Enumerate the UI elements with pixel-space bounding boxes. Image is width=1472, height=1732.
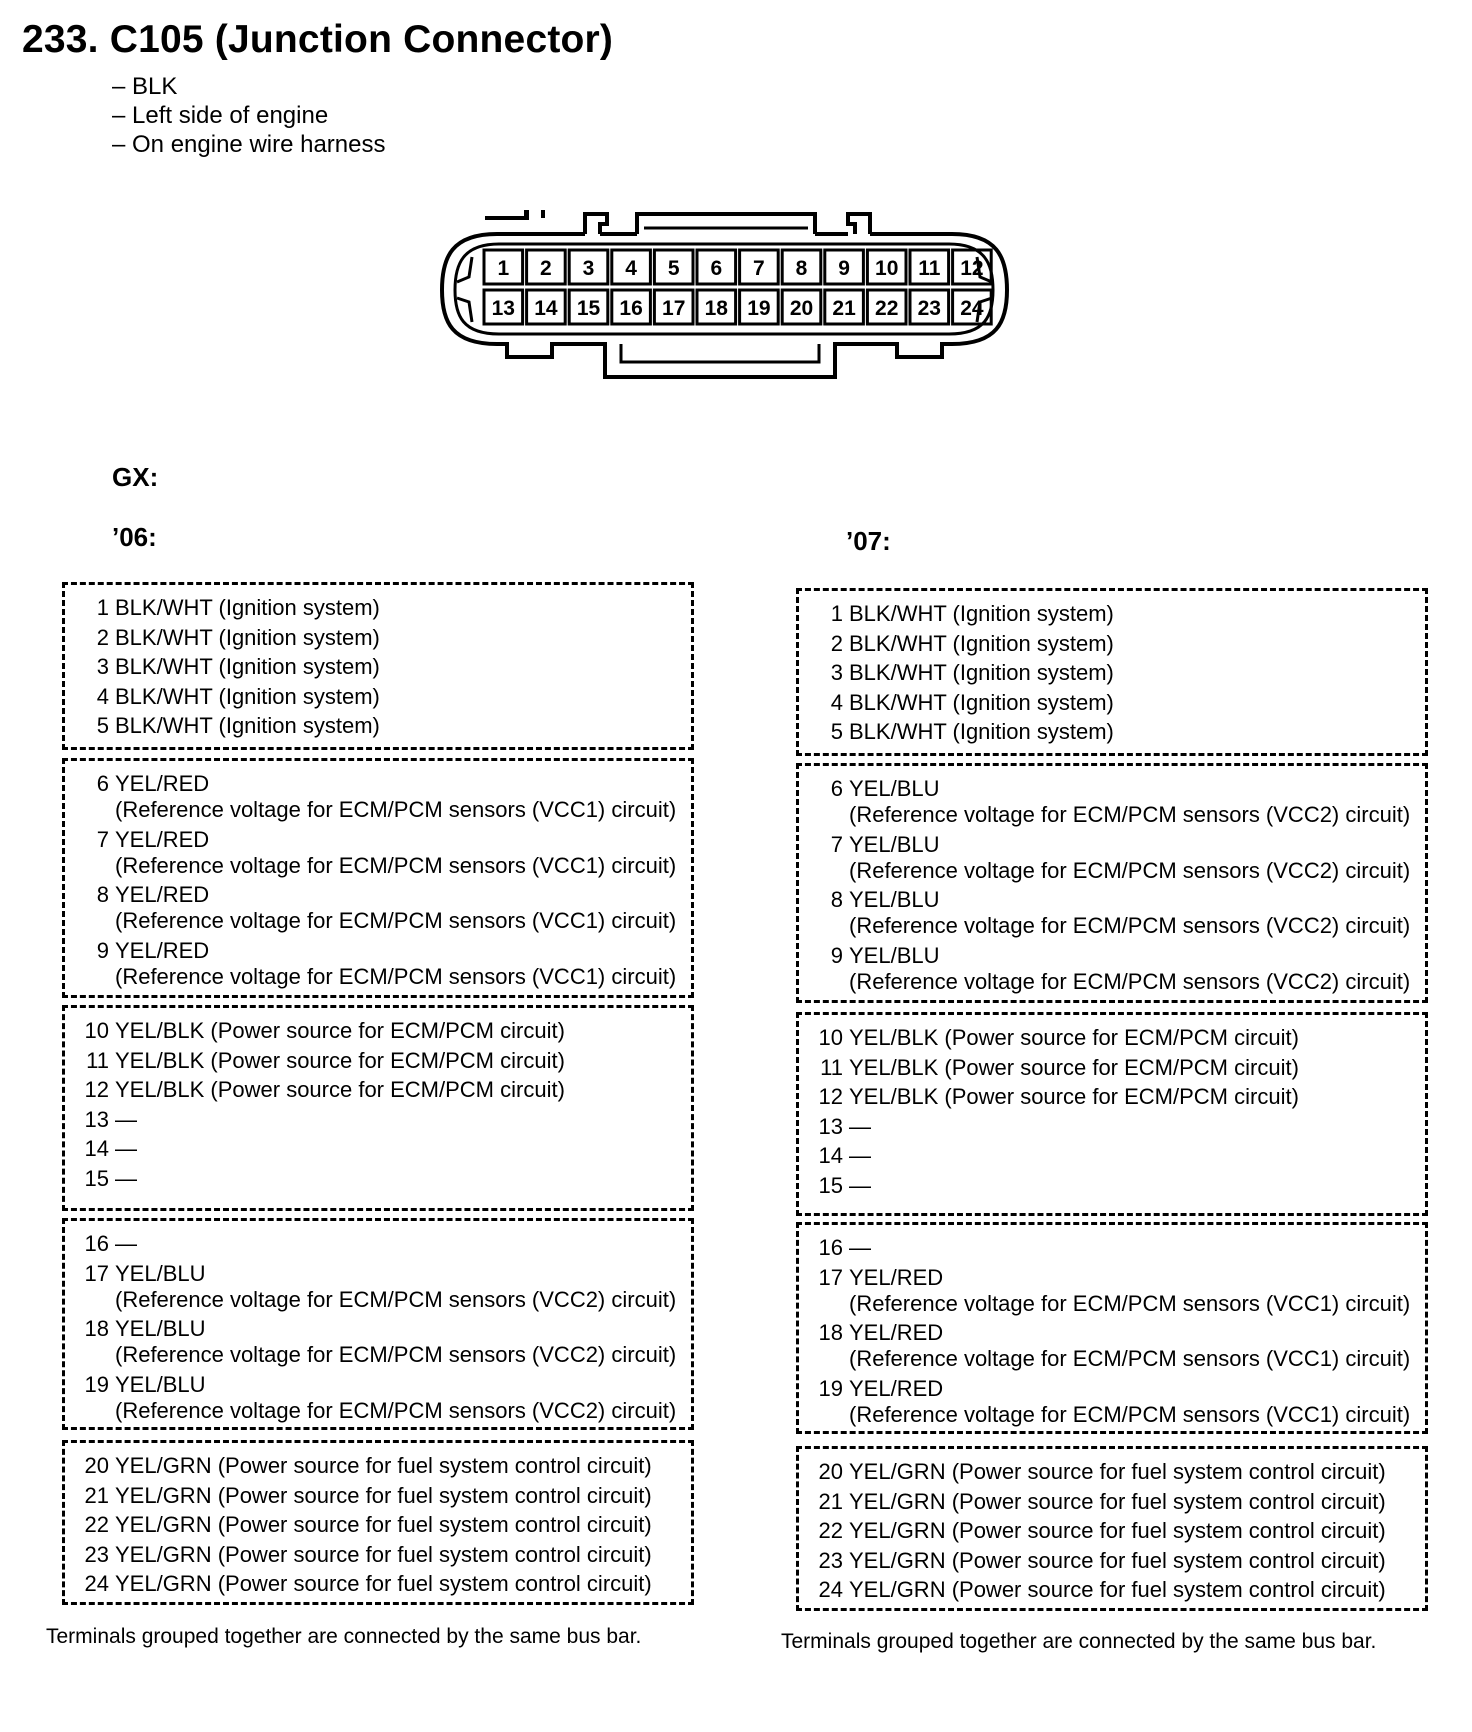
- pin-row: [65, 1231, 691, 1261]
- pin-row: [799, 601, 1425, 631]
- pin-number: 15: [818, 1172, 843, 1198]
- pin-row: [65, 1107, 691, 1137]
- pin-wire-description: YEL/BLK (Power source for ECM/PCM circuit): [115, 1018, 565, 1043]
- pin-wire-description: YEL/BLU: [849, 887, 940, 912]
- terminal-number: 16: [619, 297, 643, 320]
- pin-wire-description: YEL/GRN (Power source for fuel system control circuit): [849, 1488, 1386, 1514]
- year-label-07: ’07:: [846, 526, 891, 556]
- pin-row: [799, 887, 1425, 943]
- bus-bar-group: [62, 758, 694, 998]
- pin-wire-description: YEL/GRN (Power source for fuel system control circuit): [115, 1453, 652, 1478]
- pin-wire-description: YEL/GRN (Power source for fuel system control circuit): [849, 1577, 1386, 1602]
- connector-body: [437, 212, 1027, 392]
- pin-row: [65, 1453, 691, 1483]
- pin-number: 23: [84, 1541, 109, 1567]
- bus-bar-group: [796, 1222, 1428, 1434]
- bus-bar-group: [796, 763, 1428, 1003]
- pin-wire-description: YEL/BLU: [849, 776, 940, 801]
- pin-number: 19: [818, 1375, 843, 1401]
- pin-row: [65, 827, 691, 883]
- pin-circuit-description: (Reference voltage for ECM/PCM sensors (VCC2) circuit): [115, 1286, 677, 1312]
- pin-wire-description: BLK/WHT (Ignition system): [115, 624, 380, 650]
- pin-row: [799, 1518, 1425, 1548]
- pin-row: [799, 1265, 1425, 1321]
- pin-number: 21: [84, 1482, 109, 1508]
- terminal-number: 7: [753, 257, 765, 280]
- pin-row: [799, 1459, 1425, 1489]
- terminal-number: 15: [576, 297, 601, 320]
- pin-wire-description: —: [849, 1172, 871, 1198]
- pin-number: 8: [96, 882, 109, 907]
- terminal-number: 8: [795, 257, 808, 280]
- pin-number: 6: [96, 771, 109, 796]
- pin-row: [65, 1166, 691, 1196]
- pin-wire-description: —: [849, 1113, 871, 1139]
- connector-location: – Left side of engine: [112, 102, 329, 129]
- pin-wire-description: BLK/WHT (Ignition system): [849, 601, 1114, 626]
- pin-number: 16: [84, 1231, 109, 1256]
- connector-color: – BLK: [112, 73, 178, 100]
- pin-wire-description: BLK/WHT (Ignition system): [115, 595, 380, 620]
- pin-row: [65, 1542, 691, 1572]
- terminal-number: 9: [838, 257, 850, 280]
- pin-wire-description: YEL/GRN (Power source for fuel system control circuit): [849, 1459, 1386, 1484]
- pin-wire-description: —: [115, 1136, 137, 1161]
- bus-bar-group: [62, 582, 694, 750]
- pin-row: [799, 1025, 1425, 1055]
- pin-wire-description: —: [849, 1143, 871, 1168]
- pin-number: 4: [96, 683, 109, 709]
- terminal-number: 6: [710, 257, 723, 280]
- pin-row: [799, 1114, 1425, 1144]
- pin-row: [65, 1261, 691, 1317]
- terminal-number: 4: [625, 257, 637, 280]
- pin-circuit-description: (Reference voltage for ECM/PCM sensors (VCC1) circuit): [849, 1290, 1411, 1316]
- pin-wire-description: YEL/BLU: [849, 942, 940, 968]
- pin-row: [65, 938, 691, 994]
- pin-row: [65, 1483, 691, 1513]
- bus-bar-footnote-06: Terminals grouped together are connected by the same bus bar.: [46, 1625, 642, 1648]
- pin-circuit-description: (Reference voltage for ECM/PCM sensors (VCC2) circuit): [115, 1397, 677, 1423]
- pin-number: 9: [96, 937, 109, 963]
- pin-row: [65, 654, 691, 684]
- pin-row: [799, 1084, 1425, 1114]
- pin-number: 6: [830, 776, 843, 801]
- connector-terminal-grid: [484, 250, 991, 324]
- pin-wire-description: BLK/WHT (Ignition system): [115, 683, 380, 709]
- pin-number: 22: [818, 1518, 843, 1543]
- terminal-number: 2: [540, 257, 552, 280]
- pin-wire-description: —: [115, 1231, 137, 1256]
- terminal-number: 1: [497, 257, 510, 280]
- pin-wire-description: BLK/WHT (Ignition system): [849, 719, 1114, 744]
- pin-wire-description: YEL/BLU: [849, 831, 940, 857]
- pin-row: [65, 1372, 691, 1428]
- pin-number: 12: [84, 1077, 109, 1102]
- pin-number: 19: [84, 1371, 109, 1397]
- pin-number: 7: [830, 831, 843, 857]
- pin-wire-description: YEL/BLK (Power source for ECM/PCM circuit): [115, 1077, 565, 1102]
- pin-number: 23: [818, 1547, 843, 1573]
- pin-wire-description: YEL/GRN (Power source for fuel system control circuit): [115, 1482, 652, 1508]
- terminal-number: 13: [491, 297, 515, 320]
- pin-wire-description: BLK/WHT (Ignition system): [849, 630, 1114, 656]
- pin-row: [799, 719, 1425, 749]
- pin-number: 14: [818, 1143, 843, 1168]
- bus-bar-group: [796, 1012, 1428, 1216]
- bus-bar-group: [62, 1440, 694, 1605]
- pin-row: [799, 1055, 1425, 1085]
- pin-wire-description: YEL/BLK (Power source for ECM/PCM circuit): [849, 1025, 1299, 1050]
- pin-wire-description: BLK/WHT (Ignition system): [115, 713, 380, 738]
- pin-wire-description: YEL/GRN (Power source for fuel system control circuit): [849, 1518, 1386, 1543]
- pin-row: [65, 1316, 691, 1372]
- year-label-06: ’06:: [112, 522, 157, 552]
- pin-wire-description: YEL/BLK (Power source for ECM/PCM circuit): [115, 1047, 565, 1073]
- pin-row: [65, 1136, 691, 1166]
- pin-circuit-description: (Reference voltage for ECM/PCM sensors (VCC1) circuit): [115, 852, 677, 878]
- connector-harness: – On engine wire harness: [112, 131, 386, 158]
- pin-circuit-description: (Reference voltage for ECM/PCM sensors (VCC2) circuit): [115, 1342, 677, 1367]
- pin-number: 2: [96, 624, 109, 650]
- pin-wire-description: —: [115, 1165, 137, 1191]
- pin-number: 4: [830, 689, 843, 715]
- pin-row: [65, 1571, 691, 1601]
- pin-row: [65, 1512, 691, 1542]
- terminal-number: 3: [582, 257, 595, 280]
- pin-number: 15: [84, 1165, 109, 1191]
- pin-circuit-description: (Reference voltage for ECM/PCM sensors (VCC2) circuit): [849, 913, 1411, 938]
- pin-wire-description: YEL/BLU: [115, 1316, 206, 1341]
- pin-number: 3: [96, 654, 109, 679]
- pin-circuit-description: (Reference voltage for ECM/PCM sensors (VCC1) circuit): [115, 797, 677, 822]
- page-title: 233. C105 (Junction Connector): [22, 18, 614, 61]
- pin-row: [799, 1577, 1425, 1607]
- pin-wire-description: YEL/RED: [115, 882, 210, 907]
- pin-number: 12: [818, 1084, 843, 1109]
- terminal-number: 10: [875, 257, 899, 280]
- pin-wire-description: BLK/WHT (Ignition system): [115, 654, 380, 679]
- terminal-number: 21: [832, 297, 856, 320]
- terminal-number: 12: [960, 257, 984, 280]
- pin-row: [799, 1489, 1425, 1519]
- pin-row: [65, 625, 691, 655]
- pin-row: [65, 1077, 691, 1107]
- terminal-number: 22: [875, 297, 899, 320]
- pin-row: [799, 776, 1425, 832]
- pin-row: [799, 1235, 1425, 1265]
- terminal-number: 20: [789, 297, 814, 320]
- pin-number: 20: [818, 1459, 843, 1484]
- pin-number: 22: [84, 1512, 109, 1537]
- pin-number: 11: [820, 1054, 843, 1080]
- pin-circuit-description: (Reference voltage for ECM/PCM sensors (VCC1) circuit): [115, 908, 677, 933]
- pin-row: [799, 660, 1425, 690]
- pin-row: [65, 595, 691, 625]
- pin-row: [799, 1143, 1425, 1173]
- pin-row: [799, 690, 1425, 720]
- pin-number: 10: [84, 1018, 109, 1043]
- pin-number: 18: [84, 1316, 109, 1341]
- pin-number: 2: [830, 630, 843, 656]
- pin-wire-description: YEL/RED: [115, 937, 210, 963]
- pin-wire-description: YEL/BLU: [115, 1260, 206, 1286]
- terminal-number: 5: [667, 257, 680, 280]
- pin-circuit-description: (Reference voltage for ECM/PCM sensors (VCC1) circuit): [849, 1401, 1411, 1427]
- pin-row: [65, 882, 691, 938]
- pin-circuit-description: (Reference voltage for ECM/PCM sensors (VCC1) circuit): [115, 963, 677, 989]
- terminal-number: 19: [747, 297, 771, 320]
- pin-row: [65, 684, 691, 714]
- terminal-number: 24: [960, 297, 984, 320]
- pin-wire-description: YEL/BLU: [115, 1371, 206, 1397]
- bus-bar-footnote-07: Terminals grouped together are connected by the same bus bar.: [781, 1630, 1377, 1653]
- pin-row: [799, 1548, 1425, 1578]
- pin-wire-description: YEL/RED: [849, 1320, 944, 1345]
- model-label: GX:: [112, 462, 159, 492]
- pin-number: 14: [84, 1136, 109, 1161]
- pin-number: 13: [84, 1106, 109, 1132]
- pin-row: [799, 1173, 1425, 1203]
- pin-number: 18: [818, 1320, 843, 1345]
- pin-wire-description: YEL/GRN (Power source for fuel system control circuit): [115, 1571, 652, 1596]
- pin-circuit-description: (Reference voltage for ECM/PCM sensors (VCC2) circuit): [849, 968, 1411, 994]
- bus-bar-group: [796, 588, 1428, 756]
- pin-number: 13: [818, 1113, 843, 1139]
- pin-wire-description: YEL/RED: [115, 826, 210, 852]
- pin-number: 1: [830, 601, 843, 626]
- pin-row: [65, 713, 691, 743]
- terminal-number: 17: [662, 297, 686, 320]
- pin-wire-description: —: [849, 1235, 871, 1260]
- pin-row: [799, 1376, 1425, 1432]
- pin-wire-description: YEL/RED: [115, 771, 210, 796]
- pin-wire-description: YEL/RED: [849, 1264, 944, 1290]
- pin-number: 10: [818, 1025, 843, 1050]
- pin-number: 9: [830, 942, 843, 968]
- pin-wire-description: BLK/WHT (Ignition system): [849, 689, 1114, 715]
- pin-circuit-description: (Reference voltage for ECM/PCM sensors (VCC2) circuit): [849, 857, 1411, 883]
- pin-number: 3: [830, 660, 843, 685]
- pin-wire-description: YEL/BLK (Power source for ECM/PCM circuit): [849, 1054, 1299, 1080]
- pin-number: 5: [96, 713, 109, 738]
- pin-wire-description: YEL/GRN (Power source for fuel system control circuit): [849, 1547, 1386, 1573]
- pin-row: [799, 631, 1425, 661]
- bus-bar-group: [62, 1005, 694, 1211]
- terminal-number: 23: [917, 297, 941, 320]
- pin-number: 11: [86, 1047, 109, 1073]
- pin-wire-description: —: [115, 1106, 137, 1132]
- pin-wire-description: YEL/GRN (Power source for fuel system control circuit): [115, 1512, 652, 1537]
- pin-wire-description: BLK/WHT (Ignition system): [849, 660, 1114, 685]
- pin-number: 21: [818, 1488, 843, 1514]
- terminal-number: 11: [918, 257, 941, 280]
- pin-number: 17: [818, 1264, 843, 1290]
- pin-number: 7: [96, 826, 109, 852]
- pin-row: [65, 1048, 691, 1078]
- pin-number: 8: [830, 887, 843, 912]
- pin-number: 24: [818, 1577, 843, 1602]
- terminal-number: 18: [704, 297, 728, 320]
- pin-row: [799, 832, 1425, 888]
- pin-wire-description: YEL/GRN (Power source for fuel system control circuit): [115, 1541, 652, 1567]
- pin-number: 16: [818, 1235, 843, 1260]
- pin-number: 5: [830, 719, 843, 744]
- connector-info-list: [112, 72, 386, 159]
- pin-circuit-description: (Reference voltage for ECM/PCM sensors (VCC2) circuit): [849, 802, 1411, 827]
- pin-wire-description: YEL/RED: [849, 1375, 944, 1401]
- pin-wire-description: YEL/BLK (Power source for ECM/PCM circuit): [849, 1084, 1299, 1109]
- pin-circuit-description: (Reference voltage for ECM/PCM sensors (VCC1) circuit): [849, 1346, 1411, 1371]
- pin-number: 20: [84, 1453, 109, 1478]
- pin-row: [799, 943, 1425, 999]
- pin-number: 17: [84, 1260, 109, 1286]
- pin-number: 24: [84, 1571, 109, 1596]
- bus-bar-group: [62, 1218, 694, 1430]
- bus-bar-group: [796, 1446, 1428, 1611]
- pin-row: [65, 771, 691, 827]
- pin-row: [799, 1320, 1425, 1376]
- pin-row: [65, 1018, 691, 1048]
- terminal-number: 14: [534, 297, 558, 320]
- pin-number: 1: [96, 595, 109, 620]
